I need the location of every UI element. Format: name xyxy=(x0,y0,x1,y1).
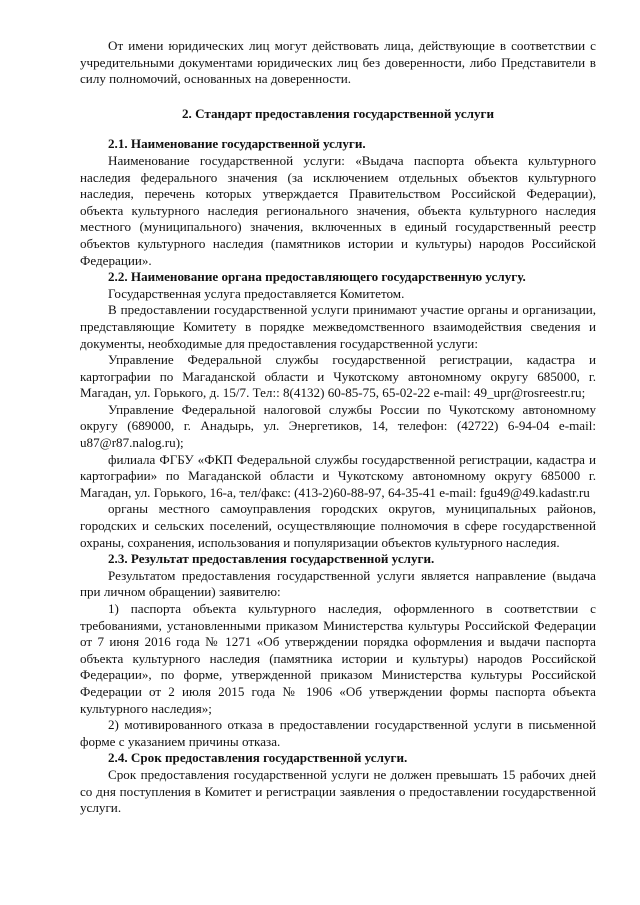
section-2-2-title: 2.2. Наименование органа предоставляющего государственную услугу. xyxy=(108,269,526,285)
document-page xyxy=(80,38,596,817)
section-2-1-text: Наименование государственной услуги: «Выдача паспорта объекта культурного наследия федерального значения (за исключением отдельных объектов культурного наследия, перечень которых утверждается Правительством Российской Федерации), объекта культурного наследия регионального значения, объекта культурного наследия местного (муниципального) значения, включенных в единый государственный реестр объектов культурного наследия (памятников истории и культуры) народов Российской Федерации». xyxy=(80,152,596,268)
section-2-title: 2. Стандарт предоставления государственной услуги xyxy=(181,105,495,121)
section-2-3-title: 2.3. Результат предоставления государственной услуги. xyxy=(108,551,435,567)
section-2-1-title: 2.1. Наименование государственной услуги. xyxy=(108,136,366,152)
section-2-2-text2: В предоставлении государственной услуги принимают участие органы и организации, представляющие Комитету в порядке межведомственного взаимодействия сведения и документы, необходимые для предоставления государственной услуги: xyxy=(80,302,596,351)
org-rosreestr: Управление Федеральной службы государственной регистрации, кадастра и картографии по Магаданской области и Чукотскому автономному округу 685000, г. Магадан, ул. Горького, д. 15/7. Тел:: 8(4132) 60-85-75, 65-02-22 e-mail: 49_upr@rosreestr.ru; xyxy=(80,352,596,401)
section-2-2-text1: Государственная услуга предоставляется Комитетом. xyxy=(108,285,405,301)
section-2-3-item1: 1) паспорта объекта культурного наследия, оформленного в соответствии с требованиями, установленными приказом Министерства культуры Российской Федерации от 7 июня 2016 года № 1271 «Об утверждении порядка оформления и выдачи паспорта объекта культурного наследия (памятника истории и культуры) народов Российской Федерации», по форме, утвержденной приказом Министерства культуры Российской Федерации от 2 июля 2015 года № 1906 «Об утверждении формы паспорта объекта культурного наследия»; xyxy=(80,601,596,716)
section-2-3-text: Результатом предоставления государственной услуги является направление (выдача при личном обращении) заявителю: xyxy=(80,567,596,600)
intro-paragraph: От имени юридических лиц могут действовать лица, действующие в соответствии с учредительными документами юридических лиц без доверенности, либо Представители в силу полномочий, основанных на доверенности. xyxy=(80,38,596,87)
org-fkp-branch: филиала ФГБУ «ФКП Федеральной службы государственной регистрации, кадастра и картографии» по Магаданской области и Чукотскому автономному округу 685000 г. Магадан, ул. Горького, 16-а, тел/факс: (413-2)60-88-97, 64-35-41 e-mail: fgu49@49.kadastr.ru xyxy=(80,451,596,500)
section-2-4-title: 2.4. Срок предоставления государственной услуги. xyxy=(108,750,408,766)
section-2-3-item2: 2) мотивированного отказа в предоставлении государственной услуги в письменной форме с указанием причины отказа. xyxy=(80,717,596,749)
section-2-4-text: Срок предоставления государственной услуги не должен превышать 15 рабочих дней со дня поступления в Комитет и регистрации заявления о предоставлении государственной услуги. xyxy=(80,766,596,816)
org-tax-service: Управление Федеральной налоговой службы России по Чукотскому автономному округу (689000, г. Анадырь, ул. Энергетиков, 14, телефон: (42722) 6-94-04 e-mail: u87@r87.nalog.ru); xyxy=(80,401,596,451)
org-local-authorities: органы местного самоуправления городских округов, муниципальных районов, городских и сельских поселений, осуществляющие полномочия в сфере государственной охраны, сохранения, использования и популяризации объектов культурного наследия. xyxy=(80,501,596,550)
